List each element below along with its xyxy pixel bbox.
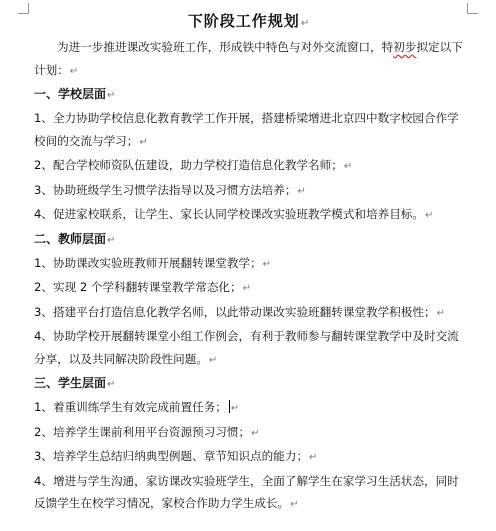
list-item: 1、协助课改实验班教师开展翻转课堂教学；↵ [34,255,272,270]
paragraph-mark-icon: ↵ [69,65,79,77]
paragraph-mark-icon: ↵ [230,403,240,414]
list-item: 3、协助班级学生习惯学法指导以及习惯方法培养；↵ [34,182,306,197]
section-heading-school: 一、学校层面↵ [34,87,116,101]
paragraph-mark-icon: ↵ [424,210,434,221]
document-page[interactable] [34,6,464,517]
page-corner-mark-left [18,3,29,14]
paragraph-mark-icon: ↵ [290,499,299,510]
paragraph-mark-icon: ↵ [297,185,306,197]
paragraph-mark-icon: ↵ [436,307,445,319]
paragraph-mark-icon: ↵ [343,161,353,172]
page-corner-mark-right [467,3,478,14]
paragraph-mark-icon: ↵ [242,283,252,294]
paragraph-mark-icon: ↵ [309,452,318,463]
paragraph-mark-icon: ↵ [251,427,260,439]
list-item: 3、培养学生总结归纳典型例题、章节知识点的能力；↵ [34,449,318,463]
intro-paragraph: 为进一步推进课改实验班工作，形成铁中特色与对外交流窗口，特初步拟定以下计划：↵ [34,40,463,77]
paragraph-mark-icon: ↵ [208,354,218,366]
paragraph-mark-icon: ↵ [107,90,116,101]
section-heading-student: 三、学生层面↵ [34,376,116,390]
text-cursor [229,400,230,413]
list-item: 4、增进与学生沟通，家访课改实验班学生，全面了解学生在家学习生活状态，同时反馈学生在校学习情况，家校合作助力学生成长。↵ [34,473,459,510]
list-item: 4、促进家校联系，让学生、家长认同学校课改实验班教学模式和培养目标。↵ [34,207,434,221]
document-title: 下阶段工作规划↵ [187,12,311,30]
paragraph-mark-icon: ↵ [300,18,311,29]
paragraph-mark-icon: ↵ [107,379,116,390]
list-item: 3、搭建平台打造信息化教学名师，以此带动课改实验班翻转课堂教学积极性；↵ [34,304,445,319]
paragraph-mark-icon: ↵ [139,136,148,148]
paragraph-mark-icon: ↵ [107,234,116,246]
list-item: 2、培养学生课前利用平台资源预习习惯；↵ [34,424,260,439]
list-item: 2、实现 2 个学科翻转课堂教学常态化；↵ [34,280,252,294]
list-item: 1、着重训练学生有效完成前置任务； ↵ [34,400,240,414]
list-item: 1、全力协助学校信息化教育教学工作开展，搭建桥梁增进北京四中数字校园合作学校间的交流与学习；↵ [34,111,459,148]
spellcheck-flagged-word: 初步 [393,40,417,54]
section-heading-teacher: 二、教师层面↵ [34,231,116,246]
list-item: 4、协助学校开展翻转课堂小组工作例会，有利于教师参与翻转课堂教学中及时交流分享，以及共同解决阶段性问题。↵ [34,329,459,366]
paragraph-mark-icon: ↵ [262,258,272,270]
list-item: 2、配合学校师资队伍建设，助力学校打造信息化教学名师；↵ [34,158,353,172]
